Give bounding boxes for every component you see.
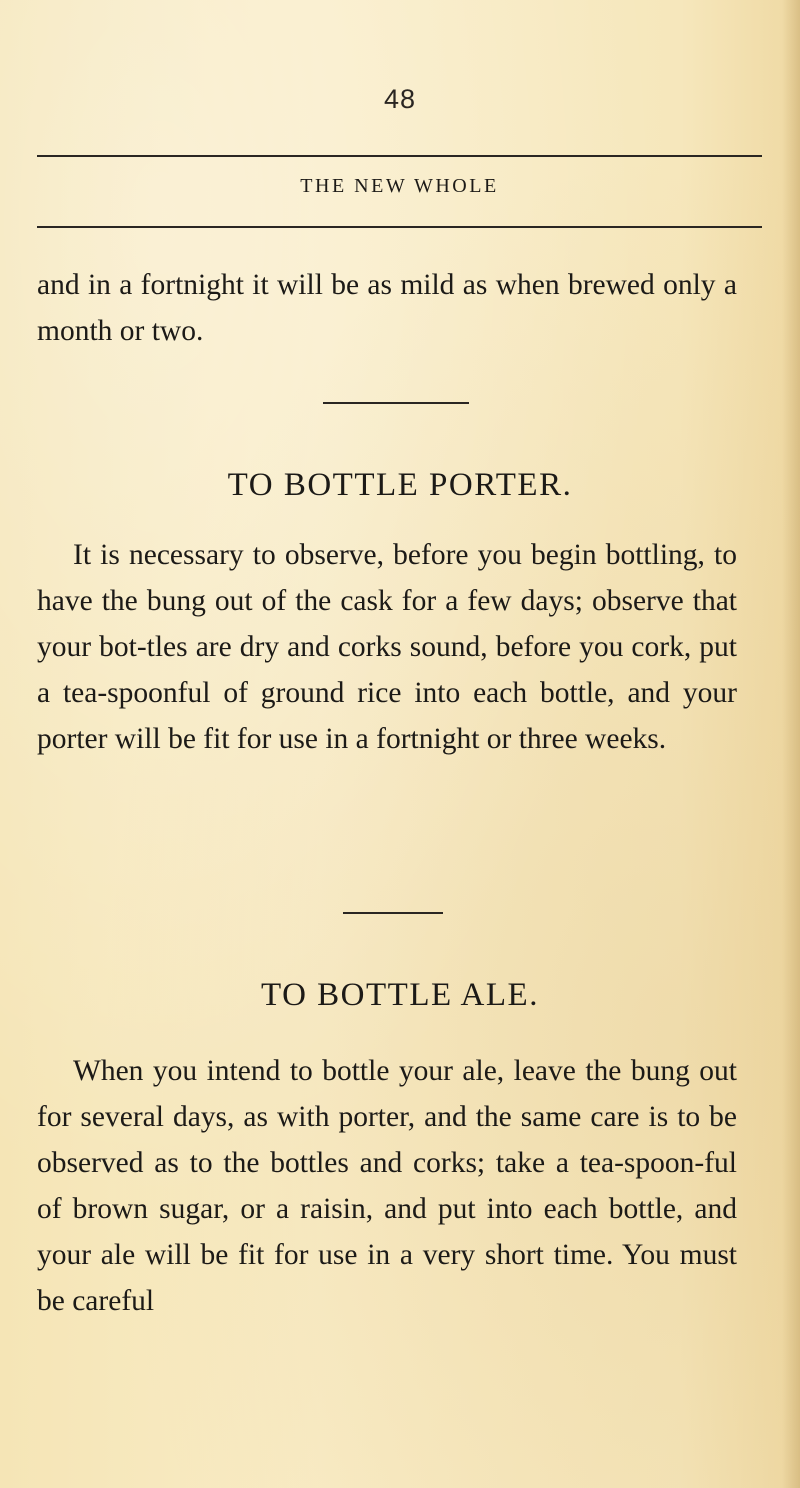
porter-paragraph: It is necessary to observe, before you begin bottling, to have the bung out of the cask for a few days; observe that your bot-tles are dry and corks sound, before you cork, put a tea-spoonful of ground rice into each bottle, and your porter will be fit for use in a fortnight or three weeks. (37, 539, 737, 755)
page-edge-shadow (782, 0, 800, 1488)
running-head: THE NEW WHOLE (300, 175, 499, 197)
top-rule (37, 155, 762, 157)
section-divider (323, 402, 469, 404)
bottom-rule (37, 226, 762, 228)
page-number: 48 (383, 84, 417, 114)
ale-paragraph: When you intend to bottle your ale, leave the bung out for several days, as with porter, and the same care is to be observed as to the bottles and corks; take a tea-spoon-ful of brown sugar, or a raisin, and put into each bottle, and your ale will be fit for use in a very short time. You must be careful (37, 1055, 737, 1317)
continuation-paragraph: and in a fortnight it will be as mild as when brewed only a month or two. (37, 269, 737, 347)
section-divider (343, 912, 443, 914)
running-head-block (37, 155, 762, 229)
section-heading-ale: TO BOTTLE ALE. (261, 977, 539, 1013)
section-heading-porter: TO BOTTLE PORTER. (227, 467, 573, 503)
